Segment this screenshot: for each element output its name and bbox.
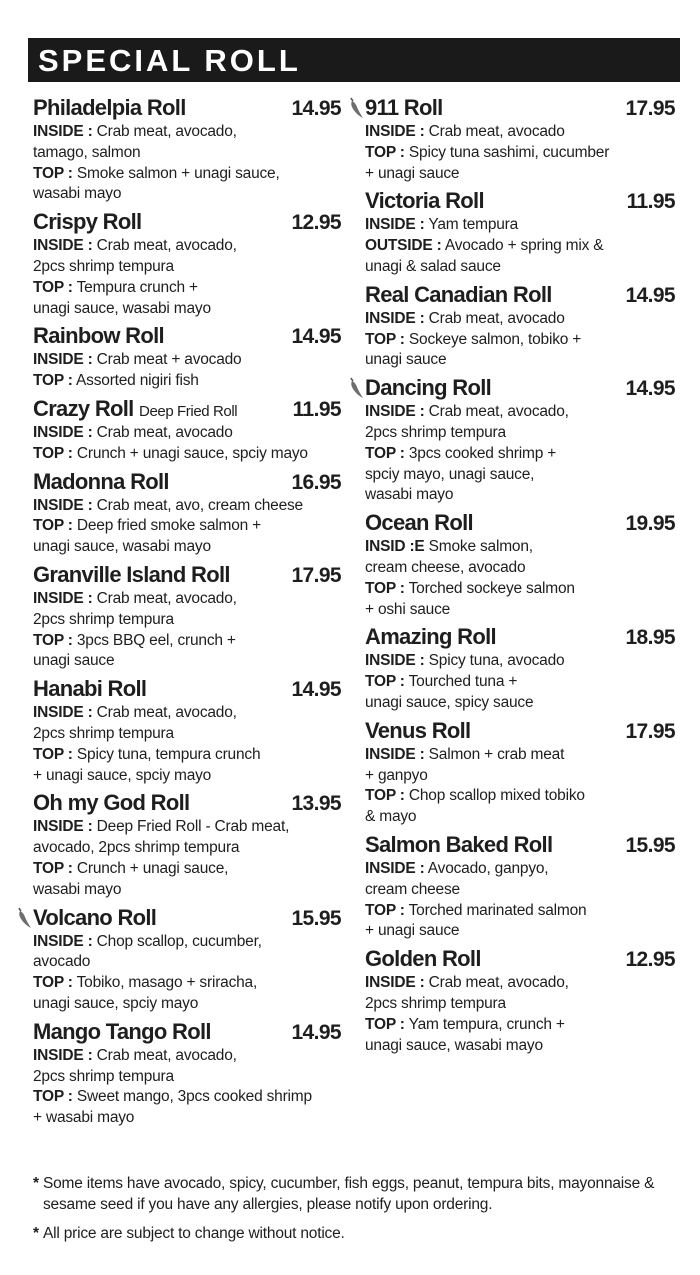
item-price: 17.95 xyxy=(291,563,341,587)
item-description-line: INSIDE : Crab meat, avocado, xyxy=(33,1046,237,1064)
item-description-line: TOP : Torched marinated salmon xyxy=(365,901,587,919)
item-description-line: TOP : Smoke salmon + unagi sauce, xyxy=(33,164,280,182)
item-description-line: TOP : Chop scallop mixed tobiko xyxy=(365,787,585,805)
description-label: INSIDE : xyxy=(365,403,425,421)
menu-item-volcano-roll xyxy=(33,905,341,1015)
description-label: TOP : xyxy=(33,444,73,462)
item-price: 14.95 xyxy=(291,97,341,120)
item-description-line: 2pcs shrimp tempura xyxy=(33,724,174,742)
description-label: INSIDE : xyxy=(33,1046,93,1064)
menu-column-left xyxy=(33,95,341,1133)
item-price: 14.95 xyxy=(291,325,341,349)
description-label: INSIDE : xyxy=(33,496,93,514)
item-name-text: Real Canadian Roll xyxy=(365,281,552,307)
item-description-line: INSIDE : Crab meat, avocado, xyxy=(365,403,569,421)
menu-item-header xyxy=(365,95,675,122)
item-description-line: INSIDE : Chop scallop, cucumber, xyxy=(33,932,262,950)
item-description-line: INSID :E Smoke salmon, xyxy=(365,538,533,556)
item-price: 15.95 xyxy=(625,833,675,857)
item-description-line: TOP : 3pcs BBQ eel, crunch + xyxy=(33,631,236,649)
description-label: TOP : xyxy=(365,330,405,348)
item-description-line: INSIDE : Crab meat, avocado xyxy=(365,123,565,140)
description-label: INSIDE : xyxy=(33,818,93,836)
item-description-line: TOP : Spicy tuna, tempura crunch xyxy=(33,745,261,763)
menu-item-philadelpia-roll xyxy=(33,95,341,205)
description-label: TOP : xyxy=(33,372,73,390)
item-description-line: 2pcs shrimp tempura xyxy=(365,994,506,1012)
item-name-text: Oh my God Roll xyxy=(33,790,190,816)
item-description-line: cream cheese, avocado xyxy=(365,558,526,576)
item-description-line: INSIDE : Crab meat, avocado, xyxy=(33,123,237,140)
item-name xyxy=(33,790,189,816)
description-label: INSIDE : xyxy=(33,423,93,441)
description-label: INSIDE : xyxy=(33,704,93,722)
item-price: 15.95 xyxy=(291,906,341,930)
item-price: 12.95 xyxy=(291,211,341,235)
menu-item-amazing-roll xyxy=(365,624,675,713)
menu-item-header xyxy=(365,832,675,859)
item-price: 18.95 xyxy=(625,626,675,650)
menu-item-real-canadian-roll xyxy=(365,282,675,371)
menu-item-header xyxy=(365,282,675,309)
item-description-line: INSIDE : Crab meat, avocado xyxy=(365,309,565,327)
description-label: TOP : xyxy=(33,517,73,535)
menu-column-right xyxy=(365,95,675,1060)
item-name xyxy=(33,1019,211,1045)
item-description-line: INSIDE : Spicy tuna, avocado xyxy=(365,652,565,670)
menu-item-crispy-roll xyxy=(33,209,341,319)
item-description-line: TOP : Assorted nigiri fish xyxy=(33,372,199,390)
item-name-text: Volcano Roll xyxy=(33,904,157,930)
item-name xyxy=(33,905,156,931)
description-label: TOP : xyxy=(365,901,405,919)
item-description-line: tamago, salmon xyxy=(33,143,141,161)
menu-item-header xyxy=(33,209,341,236)
section-title: SPECIAL ROLL xyxy=(38,43,301,78)
menu-item-header xyxy=(33,396,341,423)
item-description-line: & mayo xyxy=(365,808,417,826)
item-name xyxy=(365,624,496,650)
description-label: INSIDE : xyxy=(365,216,425,234)
footnote-price xyxy=(33,1223,678,1244)
item-description-line: INSIDE : Salmon + crab meat xyxy=(365,745,565,763)
section-header xyxy=(28,38,680,82)
menu-item-header xyxy=(33,95,341,122)
description-label: INSIDE : xyxy=(33,932,93,950)
item-price: 11.95 xyxy=(292,397,341,421)
item-description-line: INSIDE : Crab meat, avocado, xyxy=(33,704,237,722)
description-label: TOP : xyxy=(33,631,73,649)
menu-item-header xyxy=(365,624,675,651)
item-name-text: Salmon Baked Roll xyxy=(365,831,553,857)
footnote-star: * xyxy=(33,1175,39,1192)
item-description-line: wasabi mayo xyxy=(33,880,122,898)
item-description-line: unagi sauce, wasabi mayo xyxy=(365,1036,543,1054)
item-description-line: INSIDE : Crab meat, avocado, xyxy=(33,237,237,255)
chili-pepper-icon xyxy=(16,907,32,929)
item-description-line: cream cheese xyxy=(365,880,460,898)
item-description-line: wasabi mayo xyxy=(33,185,122,203)
item-description-line: TOP : Tobiko, masago + sriracha, xyxy=(33,974,258,992)
item-name-text: Mango Tango Roll xyxy=(33,1018,211,1044)
item-name-text: Rainbow Roll xyxy=(33,323,164,349)
menu-item-oh-my-god-roll xyxy=(33,790,341,900)
chili-pepper-icon xyxy=(348,377,364,399)
item-description-line: TOP : Tempura crunch + xyxy=(33,278,198,296)
item-name xyxy=(33,209,141,235)
item-description-line: unagi sauce, spicy sauce xyxy=(365,693,534,711)
item-name-text: Granville Island Roll xyxy=(33,561,230,587)
item-name-text: Venus Roll xyxy=(365,717,471,743)
item-price: 11.95 xyxy=(626,190,675,214)
menu-item-header xyxy=(33,562,341,589)
item-price: 13.95 xyxy=(291,792,341,816)
description-label: TOP : xyxy=(365,444,405,462)
footnote-allergy xyxy=(33,1173,678,1215)
item-description-line: TOP : Deep fried smoke salmon + xyxy=(33,517,261,535)
description-label: INSIDE : xyxy=(365,745,425,763)
item-name-text: Madonna Roll xyxy=(33,468,169,494)
item-description-line: INSIDE : Yam tempura xyxy=(365,216,519,234)
description-label: TOP : xyxy=(33,745,73,763)
item-price: 16.95 xyxy=(291,470,341,494)
menu-item-911-roll xyxy=(365,95,675,184)
item-price: 14.95 xyxy=(625,283,675,307)
description-label: TOP : xyxy=(33,1088,73,1106)
item-description-line: + wasabi mayo xyxy=(33,1109,135,1127)
item-description-line: INSIDE : Crab meat, avocado, xyxy=(33,589,237,607)
item-description-line: + unagi sauce xyxy=(365,922,460,940)
menu-item-header xyxy=(33,790,341,817)
item-description-line: unagi & salad sauce xyxy=(365,257,501,275)
description-label: TOP : xyxy=(365,579,405,597)
item-description-line: spciy mayo, unagi sauce, xyxy=(365,465,535,483)
description-label: TOP : xyxy=(33,974,73,992)
menu-item-header xyxy=(365,718,675,745)
item-description-line: wasabi mayo xyxy=(365,486,454,504)
menu-item-header xyxy=(365,510,675,537)
item-description-line: INSIDE : Crab meat + avocado xyxy=(33,351,242,369)
item-name-text: Crispy Roll xyxy=(33,209,142,235)
item-description-line: + ganpyo xyxy=(365,766,428,784)
item-name xyxy=(365,832,552,858)
menu-item-victoria-roll xyxy=(365,188,675,277)
item-description-line: unagi sauce xyxy=(365,351,447,369)
footnotes xyxy=(33,1173,678,1252)
item-name-text: Amazing Roll xyxy=(365,624,496,650)
menu-item-header xyxy=(33,905,341,932)
description-label: TOP : xyxy=(365,1015,405,1033)
item-price: 17.95 xyxy=(625,719,675,743)
menu-item-salmon-baked-roll xyxy=(365,832,675,942)
item-price: 19.95 xyxy=(625,512,675,536)
item-name-text: Crazy Roll xyxy=(33,395,134,421)
item-name-text: Philadelpia Roll xyxy=(33,95,186,120)
item-description-line: TOP : Tourched tuna + xyxy=(365,673,518,691)
item-description-line: INSIDE : Crab meat, avo, cream cheese xyxy=(33,496,303,514)
item-name xyxy=(33,562,230,588)
menu-item-rainbow-roll xyxy=(33,323,341,392)
description-label: TOP : xyxy=(365,143,405,161)
item-name xyxy=(365,718,470,744)
item-name xyxy=(365,282,552,308)
item-price: 14.95 xyxy=(291,1020,341,1044)
item-name-text: Dancing Roll xyxy=(365,375,492,401)
item-description-line: + unagi sauce, spciy mayo xyxy=(33,766,212,784)
item-description-line: unagi sauce, spciy mayo xyxy=(33,994,199,1012)
description-label: INSIDE : xyxy=(365,974,425,992)
description-label: TOP : xyxy=(365,673,405,691)
menu-item-crazy-roll xyxy=(33,396,341,465)
item-description-line: TOP : 3pcs cooked shrimp + xyxy=(365,444,557,462)
description-label: INSIDE : xyxy=(33,589,93,607)
chili-pepper-icon xyxy=(348,97,364,119)
description-label: OUTSIDE : xyxy=(365,237,442,255)
item-description-line: INSIDE : Avocado, ganpyo, xyxy=(365,859,549,877)
menu-item-golden-roll xyxy=(365,946,675,1056)
description-label: INSIDE : xyxy=(365,859,425,877)
item-name xyxy=(33,676,146,702)
item-description-line: TOP : Yam tempura, crunch + xyxy=(365,1015,565,1033)
item-subtitle: Deep Fried Roll xyxy=(139,402,238,420)
item-name-text: Victoria Roll xyxy=(365,188,484,214)
item-description-line: OUTSIDE : Avocado + spring mix & xyxy=(365,237,604,255)
footnote-text: All price are subject to change without notice. xyxy=(43,1225,345,1242)
menu-item-header xyxy=(33,1019,341,1046)
item-description-line: INSIDE : Crab meat, avocado xyxy=(33,423,233,441)
item-name xyxy=(365,188,484,214)
description-label: TOP : xyxy=(33,278,73,296)
item-description-line: avocado xyxy=(33,953,91,971)
item-description-line: 2pcs shrimp tempura xyxy=(33,1067,174,1085)
menu-item-mango-tango-roll xyxy=(33,1019,341,1129)
item-description-line: INSIDE : Deep Fried Roll - Crab meat, xyxy=(33,818,290,836)
menu-item-hanabi-roll xyxy=(33,676,341,786)
item-name xyxy=(365,510,473,536)
item-description-line: TOP : Torched sockeye salmon xyxy=(365,579,575,597)
item-name-text: 911 Roll xyxy=(365,95,443,120)
menu-item-madonna-roll xyxy=(33,469,341,558)
menu-item-header xyxy=(33,323,341,350)
footnote-star: * xyxy=(33,1225,39,1242)
description-label: TOP : xyxy=(33,164,73,182)
item-description-line: avocado, 2pcs shrimp tempura xyxy=(33,839,240,857)
menu-item-header xyxy=(365,375,675,402)
item-name xyxy=(365,95,443,121)
item-price: 14.95 xyxy=(625,377,675,401)
item-price: 12.95 xyxy=(625,948,675,972)
menu-item-venus-roll xyxy=(365,718,675,828)
menu-item-header xyxy=(365,188,675,215)
item-name xyxy=(365,375,491,401)
description-label: INSIDE : xyxy=(365,123,425,140)
description-label: INSIDE : xyxy=(365,309,425,327)
item-name-text: Ocean Roll xyxy=(365,510,473,536)
item-description-line: + oshi sauce xyxy=(365,600,451,618)
item-description-line: unagi sauce, wasabi mayo xyxy=(33,538,211,556)
menu-item-header xyxy=(33,469,341,496)
menu-item-dancing-roll xyxy=(365,375,675,506)
item-description-line: 2pcs shrimp tempura xyxy=(33,610,174,628)
description-label: INSIDE : xyxy=(33,123,93,140)
menu-item-ocean-roll xyxy=(365,510,675,620)
description-label: INSID :E xyxy=(365,538,425,556)
item-description-line: 2pcs shrimp tempura xyxy=(33,257,174,275)
description-label: INSIDE : xyxy=(33,351,93,369)
item-description-line: INSIDE : Crab meat, avocado, xyxy=(365,974,569,992)
item-description-line: unagi sauce, wasabi mayo xyxy=(33,299,211,317)
item-name xyxy=(33,323,164,349)
description-label: TOP : xyxy=(33,859,73,877)
menu-item-header xyxy=(365,946,675,973)
item-description-line: TOP : Spicy tuna sashimi, cucumber xyxy=(365,143,610,161)
menu-item-granville-island-roll xyxy=(33,562,341,672)
description-label: INSIDE : xyxy=(365,652,425,670)
item-description-line: TOP : Sweet mango, 3pcs cooked shrimp xyxy=(33,1088,312,1106)
item-description-line: TOP : Crunch + unagi sauce, xyxy=(33,859,229,877)
item-description-line: TOP : Sockeye salmon, tobiko + xyxy=(365,330,582,348)
description-label: TOP : xyxy=(365,787,405,805)
item-name xyxy=(33,95,186,121)
item-description-line: 2pcs shrimp tempura xyxy=(365,423,506,441)
item-price: 14.95 xyxy=(291,678,341,702)
footnote-text: Some items have avocado, spicy, cucumber, fish eggs, peanut, tempura bits, mayonnaise & sesame seed if you have any allergies, please notify upon ordering. xyxy=(43,1175,655,1213)
item-description-line: unagi sauce xyxy=(33,652,115,670)
item-name-text: Golden Roll xyxy=(365,946,481,972)
item-description-line: + unagi sauce xyxy=(365,164,460,182)
item-description-line: TOP : Crunch + unagi sauce, spciy mayo xyxy=(33,444,308,462)
item-name xyxy=(33,396,237,422)
menu-item-header xyxy=(33,676,341,703)
item-name xyxy=(33,469,169,495)
item-name xyxy=(365,946,481,972)
item-name-text: Hanabi Roll xyxy=(33,676,147,702)
description-label: INSIDE : xyxy=(33,237,93,255)
item-price: 17.95 xyxy=(625,97,675,120)
